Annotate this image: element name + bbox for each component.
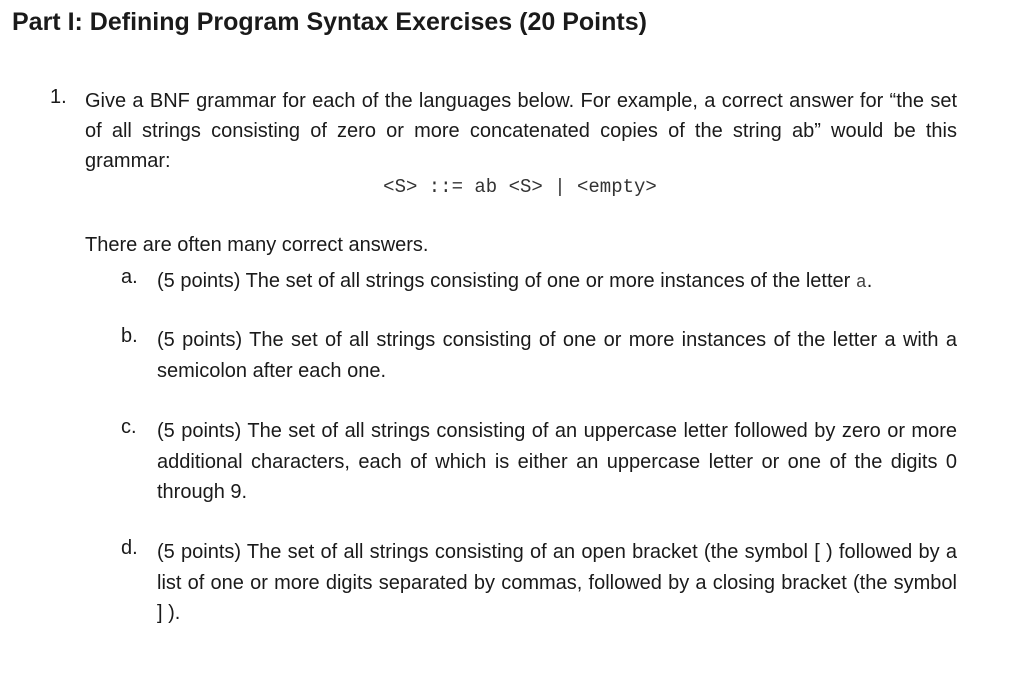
item-letter: d.: [121, 537, 138, 559]
item-text: (5 points) The set of all strings consisting of an uppercase letter followed by zero or more additional characters, each of which is either an uppercase letter or one of the digits 0 through 9.: [157, 420, 957, 503]
question-text: Give a BNF grammar for each of the languages below. For example, a correct answer for “the set of all strings consisting of zero or more concatenated copies of the string ab” would be this grammar:: [85, 90, 957, 172]
item-text-main: (5 points) The set of all strings consisting of one or more instances of the letter: [157, 270, 851, 292]
example-grammar: <S> ::= ab <S> | <empty>: [383, 176, 657, 198]
item-text: [157, 266, 957, 299]
item-letter: c.: [121, 416, 137, 438]
item-letter: a.: [121, 266, 138, 288]
item-text: (5 points) The set of all strings consisting of one or more instances of the letter a with a semicolon after each one.: [157, 329, 957, 382]
item-code: a: [855, 273, 867, 293]
section-title: Part I: Defining Program Syntax Exercises (20 Points): [12, 8, 647, 36]
item-letter: b.: [121, 325, 138, 347]
question-note: There are often many correct answers.: [85, 234, 429, 256]
item-text: (5 points) The set of all strings consisting of an open bracket (the symbol [ ) followed by a list of one or more digits separated by commas, followed by a closing bracket (the symbol ] ).: [157, 541, 957, 624]
question-number: 1.: [50, 86, 67, 108]
item-suffix: .: [866, 270, 873, 292]
